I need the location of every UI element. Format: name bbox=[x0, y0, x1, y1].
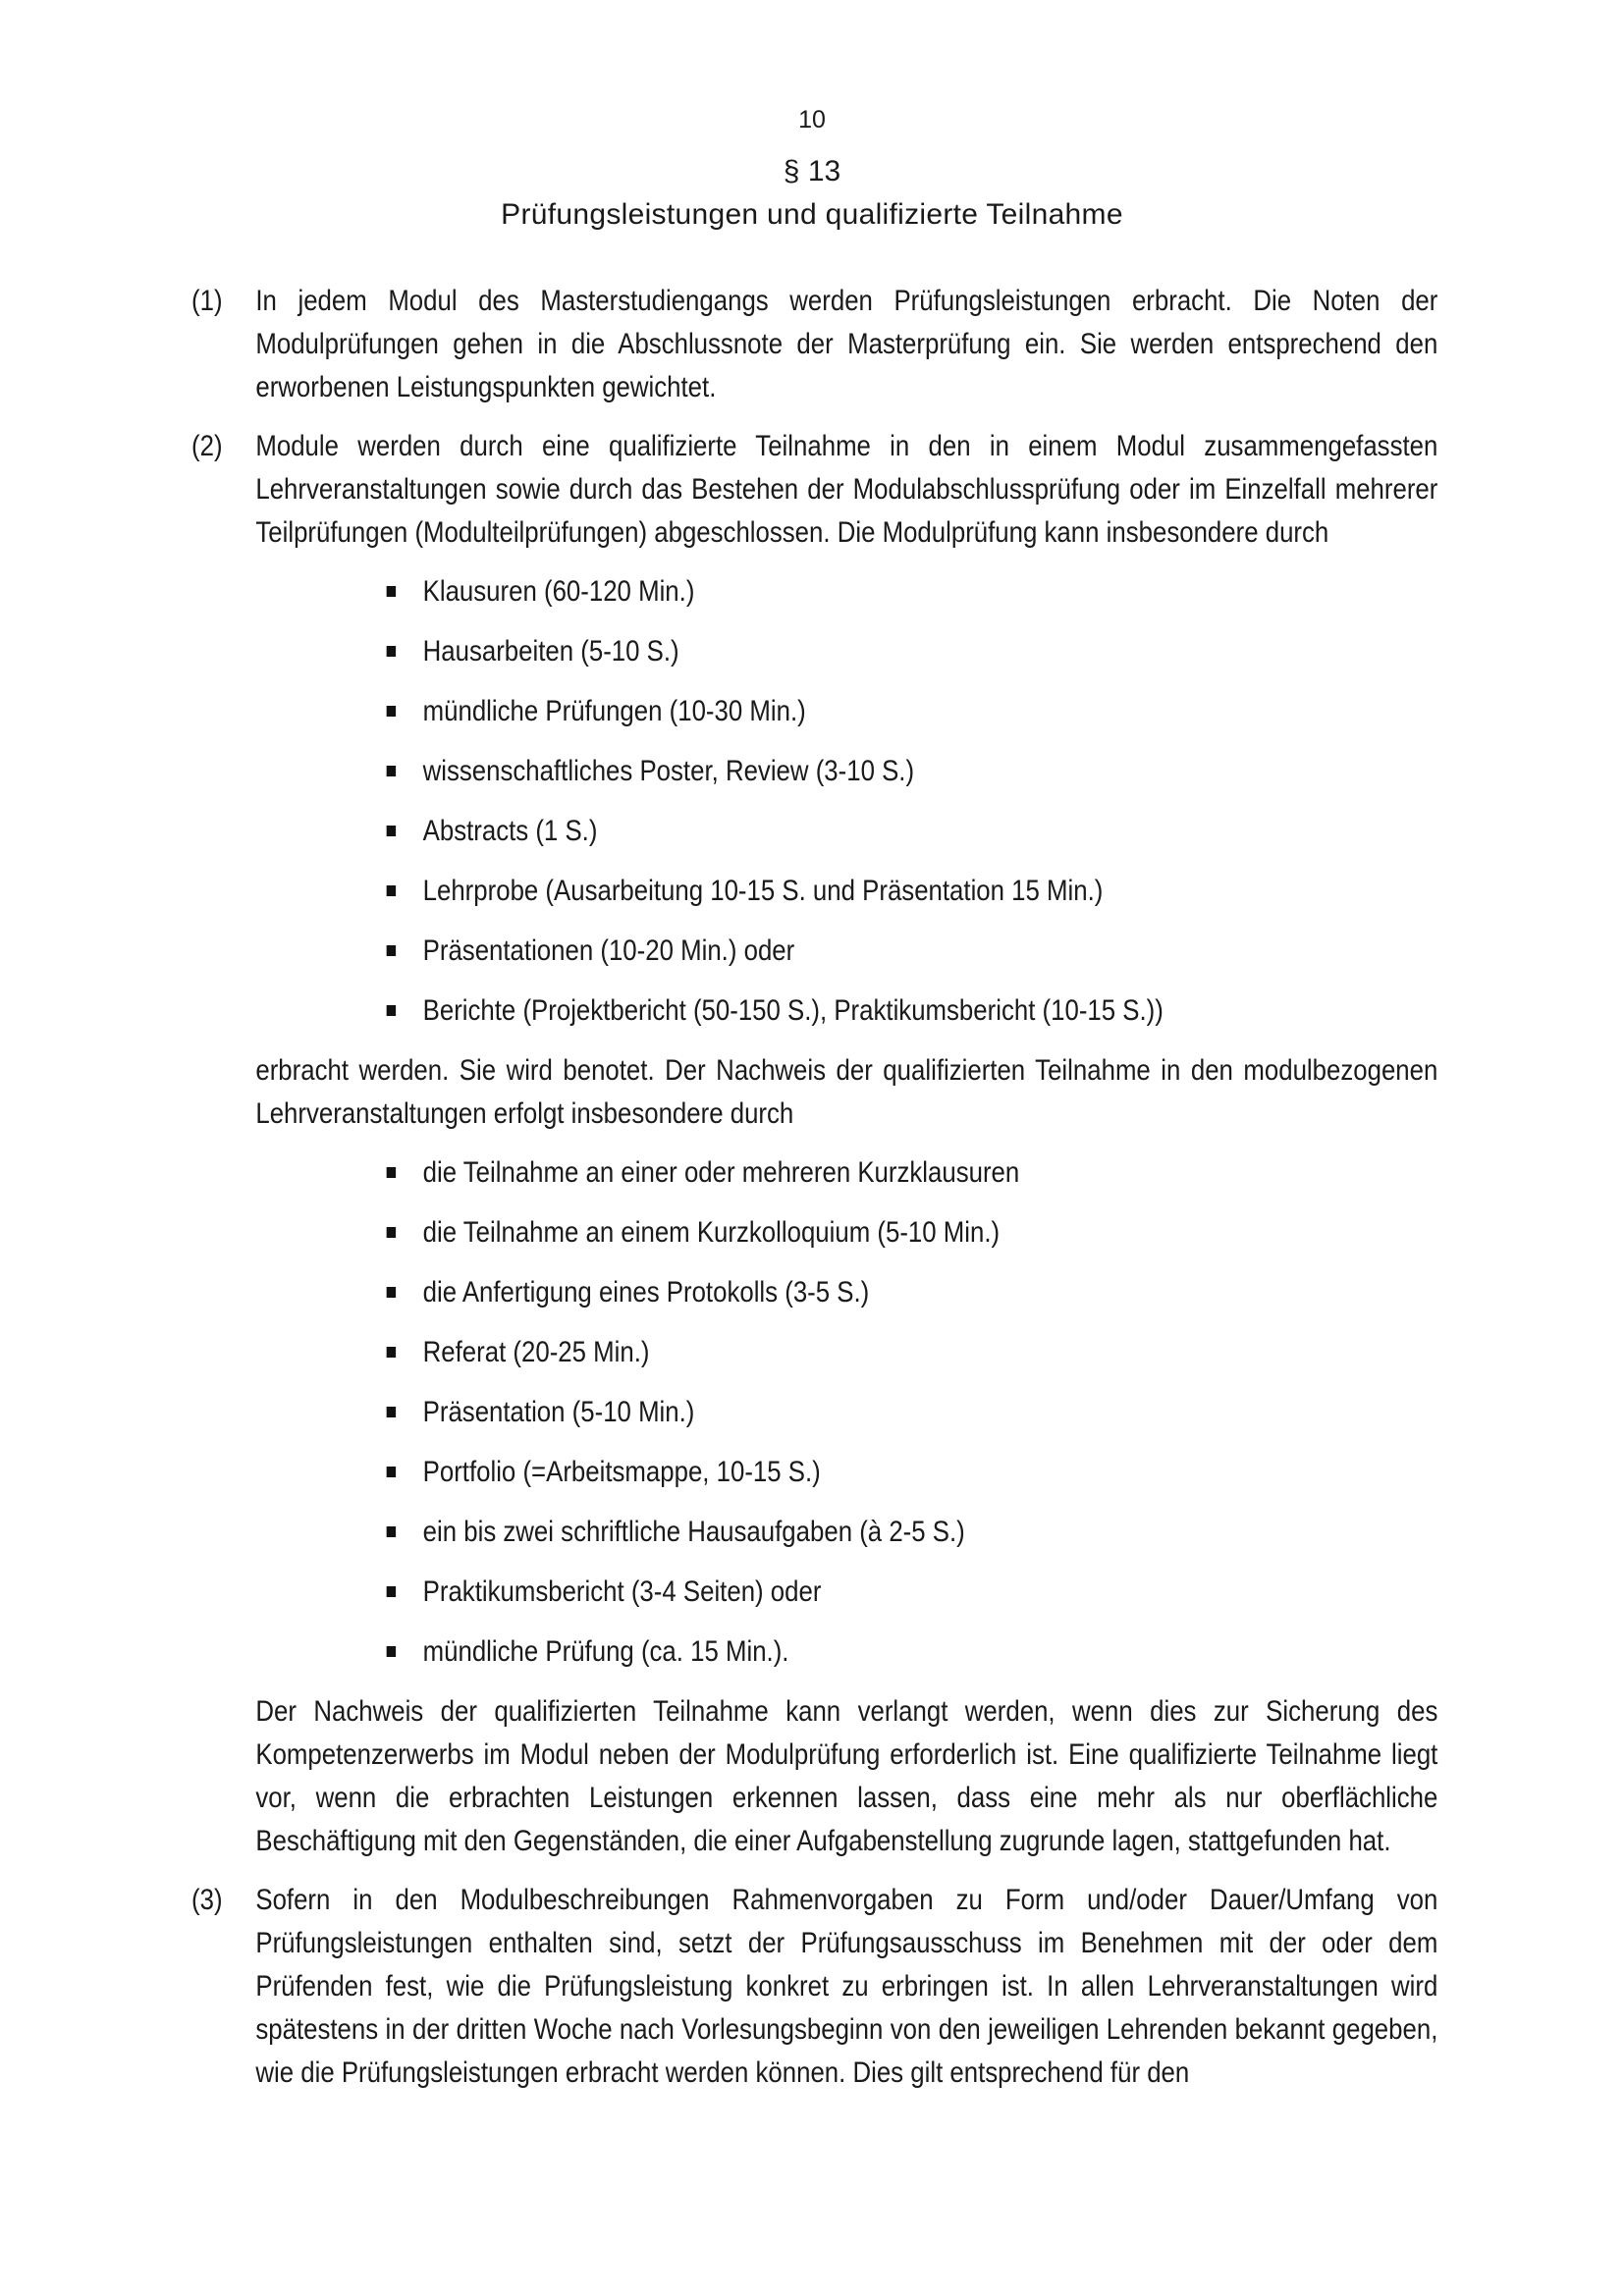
list-item-text: die Teilnahme an einer oder mehreren Kurzklausuren bbox=[422, 1156, 1020, 1189]
paragraph-number: (1) bbox=[191, 285, 223, 317]
list-item-text: Präsentationen (10-20 Min.) oder bbox=[422, 934, 795, 967]
square-bullet-icon bbox=[387, 1287, 396, 1298]
list-item bbox=[387, 1451, 1438, 1494]
list-item bbox=[387, 750, 1438, 793]
list-item bbox=[387, 930, 1438, 973]
list-item bbox=[387, 1511, 1438, 1554]
paragraph-1 bbox=[191, 280, 1437, 409]
square-bullet-icon bbox=[387, 1646, 396, 1657]
square-bullet-icon bbox=[387, 766, 396, 776]
list-item bbox=[387, 810, 1438, 853]
section-body bbox=[191, 280, 1438, 2110]
square-bullet-icon bbox=[387, 1526, 396, 1537]
square-bullet-icon bbox=[387, 1227, 396, 1238]
square-bullet-icon bbox=[387, 1407, 396, 1417]
paragraph-number: (3) bbox=[191, 1884, 223, 1916]
list-item bbox=[387, 1211, 1438, 1255]
square-bullet-icon bbox=[387, 885, 396, 896]
list-item-text: die Anfertigung eines Protokolls (3-5 S.) bbox=[422, 1276, 870, 1308]
square-bullet-icon bbox=[387, 1005, 396, 1016]
list-item bbox=[387, 989, 1438, 1033]
square-bullet-icon bbox=[387, 945, 396, 956]
list-item-text: Portfolio (=Arbeitsmappe, 10-15 S.) bbox=[422, 1456, 821, 1488]
list-item-text: Präsentation (5-10 Min.) bbox=[422, 1396, 695, 1428]
paragraph-2 bbox=[191, 425, 1437, 1863]
square-bullet-icon bbox=[387, 1586, 396, 1597]
list-item bbox=[387, 1391, 1438, 1434]
list-item bbox=[387, 690, 1438, 733]
list-item-text: wissenschaftliches Poster, Review (3-10 S.) bbox=[422, 755, 915, 787]
paragraph-3 bbox=[191, 1879, 1437, 2095]
list-item bbox=[387, 1630, 1438, 1674]
list-item-text: Referat (20-25 Min.) bbox=[422, 1336, 650, 1368]
section-number: § 13 bbox=[783, 155, 841, 187]
list-item-text: Berichte (Projektbericht (50-150 S.), Praktikumsbericht (10-15 S.)) bbox=[422, 994, 1164, 1027]
list-item-text: mündliche Prüfung (ca. 15 Min.). bbox=[422, 1635, 789, 1668]
list-item bbox=[387, 570, 1438, 614]
paragraph-text: Sofern in den Modulbeschreibungen Rahmenvorgaben zu Form und/oder Dauer/Umfang von Prüfungsleistungen enthalten sind, setzt der Prüfungsausschuss im Benehmen mit der oder dem Prüfenden fest, wie die Prüfungsleistung konkret zu erbringen ist. In allen Lehrveranstaltungen wird spätestens in der dritten Woche nach Vorlesungsbeginn von den jeweiligen Lehrenden bekannt gegeben, wie die Prüfungsleistungen erbracht werden können. Dies gilt entsprechend für den bbox=[255, 1884, 1438, 2089]
paragraph-number: (2) bbox=[191, 430, 223, 462]
paragraph-closing: Der Nachweis der qualifizierten Teilnahme kann verlangt werden, wenn dies zur Sicherung des Kompetenzerwerbs im Modul neben der Modulprüfung erforderlich ist. Eine qualifizierte Teilnahme liegt vor, wenn die erbrachten Leistungen erkennen lassen, dass eine mehr als nur oberflächliche Beschäftigung mit den Gegenständen, die einer Aufgabenstellung zugrunde lagen, stattgefunden hat. bbox=[255, 1695, 1438, 1857]
section-title: Prüfungsleistungen und qualifizierte Teilnahme bbox=[501, 198, 1123, 231]
list-item-text: mündliche Prüfungen (10-30 Min.) bbox=[422, 695, 806, 727]
list-item bbox=[387, 1331, 1438, 1374]
list-item bbox=[387, 630, 1438, 673]
page-number: 10 bbox=[798, 106, 826, 133]
list-item-text: Abstracts (1 S.) bbox=[422, 815, 598, 847]
paragraph-text: In jedem Modul des Masterstudiengangs werden Prüfungsleistungen erbracht. Die Noten der Modulprüfungen gehen in die Abschlussnote der Masterprüfung ein. Sie werden entsprechend den erworbenen Leistungspunkten gewichtet. bbox=[255, 285, 1438, 403]
square-bullet-icon bbox=[387, 1167, 396, 1178]
list-item-text: Klausuren (60-120 Min.) bbox=[422, 575, 695, 608]
list-item-text: Lehrprobe (Ausarbeitung 10-15 S. und Präsentation 15 Min.) bbox=[422, 875, 1104, 907]
square-bullet-icon bbox=[387, 706, 396, 717]
square-bullet-icon bbox=[387, 826, 396, 836]
paragraph-intro: Module werden durch eine qualifizierte Teilnahme in den in einem Modul zusammengefassten Lehrveranstaltungen sowie durch das Bestehen der Modulabschlussprüfung oder im Einzelfall mehrerer Teilprüfungen (Modulteilprüfungen) abgeschlossen. Die Modulprüfung kann insbesondere durch bbox=[255, 430, 1438, 549]
list-item-text: die Teilnahme an einem Kurzkolloquium (5-10 Min.) bbox=[422, 1216, 1001, 1249]
paragraph-middle: erbracht werden. Sie wird benotet. Der Nachweis der qualifizierten Teilnahme in den modulbezogenen Lehrveranstaltungen erfolgt insbesondere durch bbox=[255, 1054, 1438, 1130]
list-item bbox=[387, 1571, 1438, 1614]
square-bullet-icon bbox=[387, 1347, 396, 1358]
list-item bbox=[387, 1151, 1438, 1195]
list-item-text: Hausarbeiten (5-10 S.) bbox=[422, 635, 679, 667]
list-item bbox=[387, 870, 1438, 913]
list-item-text: ein bis zwei schriftliche Hausaufgaben (à 2-5 S.) bbox=[422, 1516, 965, 1548]
square-bullet-icon bbox=[387, 586, 396, 597]
participation-forms-list bbox=[255, 1151, 1437, 1674]
list-item bbox=[387, 1271, 1438, 1314]
list-item-text: Praktikumsbericht (3-4 Seiten) oder bbox=[422, 1575, 822, 1608]
exam-forms-list bbox=[255, 570, 1437, 1033]
square-bullet-icon bbox=[387, 646, 396, 657]
square-bullet-icon bbox=[387, 1467, 396, 1477]
